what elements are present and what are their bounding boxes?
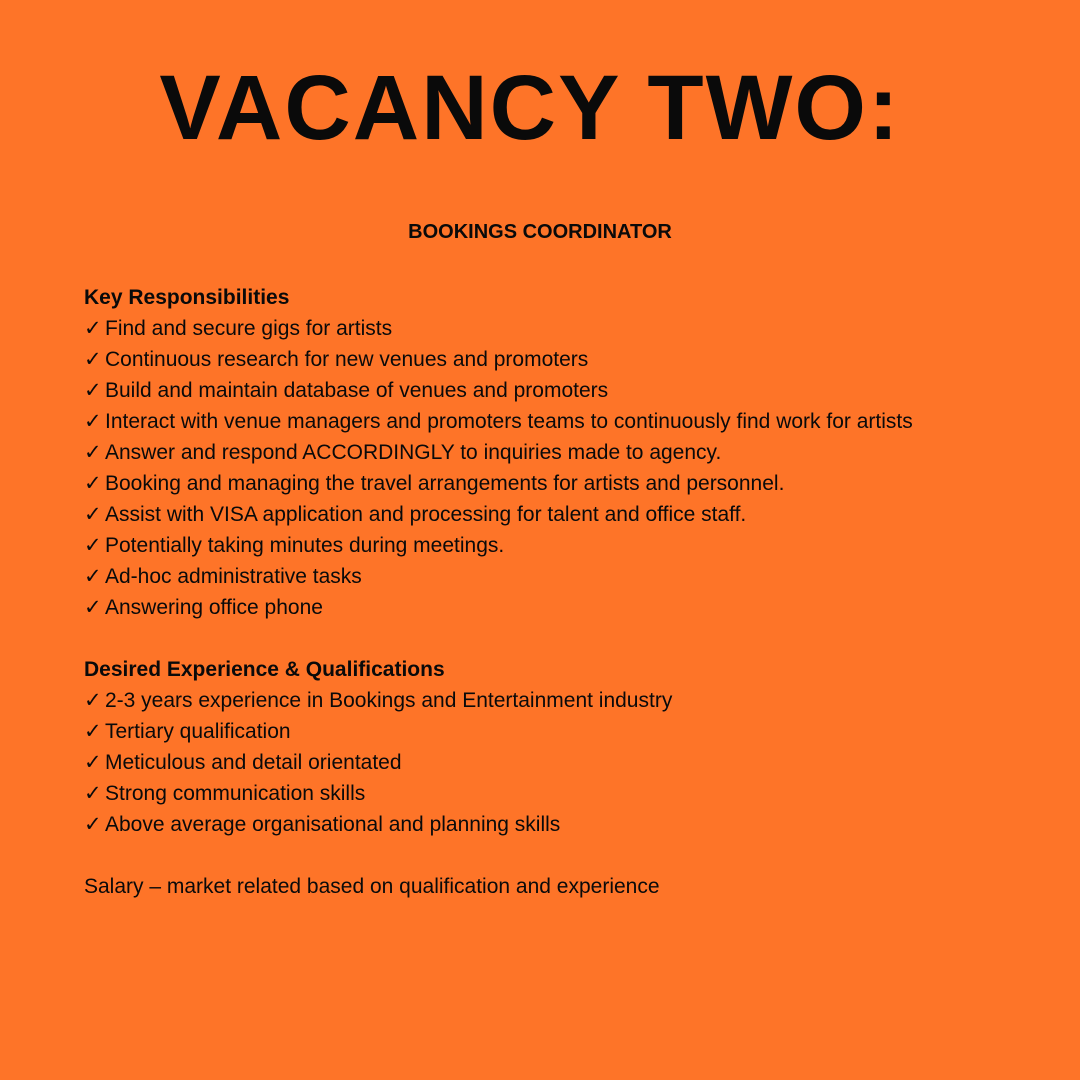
check-icon: ✓ [84, 596, 102, 619]
list-item-text: Potentially taking minutes during meetings. [105, 534, 505, 557]
vacancy-headline: VACANCY TWO: [159, 57, 901, 159]
check-icon: ✓ [84, 441, 102, 464]
check-icon: ✓ [84, 782, 102, 805]
check-icon: ✓ [84, 813, 102, 836]
list-item [84, 592, 1054, 623]
qualifications-heading: Desired Experience & Qualifications [84, 658, 445, 681]
list-item-text: Answer and respond ACCORDINGLY to inquiries made to agency. [105, 441, 722, 464]
list-item [84, 716, 1054, 747]
list-item [84, 530, 1054, 561]
list-item [84, 685, 1054, 716]
list-item [84, 809, 1054, 840]
check-icon: ✓ [84, 348, 102, 371]
list-item-text: Booking and managing the travel arrangements for artists and personnel. [105, 472, 785, 495]
list-item [84, 375, 1054, 406]
list-item-text: Ad-hoc administrative tasks [105, 565, 362, 588]
list-item [84, 468, 1054, 499]
check-icon: ✓ [84, 317, 102, 340]
list-item-text: Meticulous and detail orientated [105, 751, 402, 774]
list-item [84, 313, 1054, 344]
section-spacer [84, 840, 1054, 871]
vacancy-details [84, 282, 1054, 902]
list-item [84, 561, 1054, 592]
section-spacer [84, 623, 1054, 654]
list-item [84, 344, 1054, 375]
qualifications-list [84, 685, 1054, 840]
list-item-text: Assist with VISA application and processing for talent and office staff. [105, 503, 747, 526]
list-item [84, 747, 1054, 778]
responsibilities-list [84, 313, 1054, 623]
check-icon: ✓ [84, 503, 102, 526]
check-icon: ✓ [84, 534, 102, 557]
list-item-text: Tertiary qualification [105, 720, 291, 743]
list-item-text: Above average organisational and planning skills [105, 813, 561, 836]
check-icon: ✓ [84, 379, 102, 402]
list-item-text: Find and secure gigs for artists [105, 317, 393, 340]
list-item [84, 778, 1054, 809]
list-item-text: 2-3 years experience in Bookings and Entertainment industry [105, 689, 673, 712]
check-icon: ✓ [84, 472, 102, 495]
check-icon: ✓ [84, 689, 102, 712]
list-item [84, 406, 1054, 437]
check-icon: ✓ [84, 720, 102, 743]
list-item-text: Answering office phone [105, 596, 323, 619]
check-icon: ✓ [84, 410, 102, 433]
list-item [84, 499, 1054, 530]
check-icon: ✓ [84, 565, 102, 588]
list-item [84, 437, 1054, 468]
responsibilities-heading: Key Responsibilities [84, 286, 290, 309]
check-icon: ✓ [84, 751, 102, 774]
list-item-text: Continuous research for new venues and promoters [105, 348, 589, 371]
list-item-text: Strong communication skills [105, 782, 366, 805]
role-title: BOOKINGS COORDINATOR [408, 221, 672, 243]
list-item-text: Interact with venue managers and promoters teams to continuously find work for artists [105, 410, 913, 433]
salary-text: Salary – market related based on qualification and experience [84, 875, 660, 898]
list-item-text: Build and maintain database of venues and promoters [105, 379, 609, 402]
